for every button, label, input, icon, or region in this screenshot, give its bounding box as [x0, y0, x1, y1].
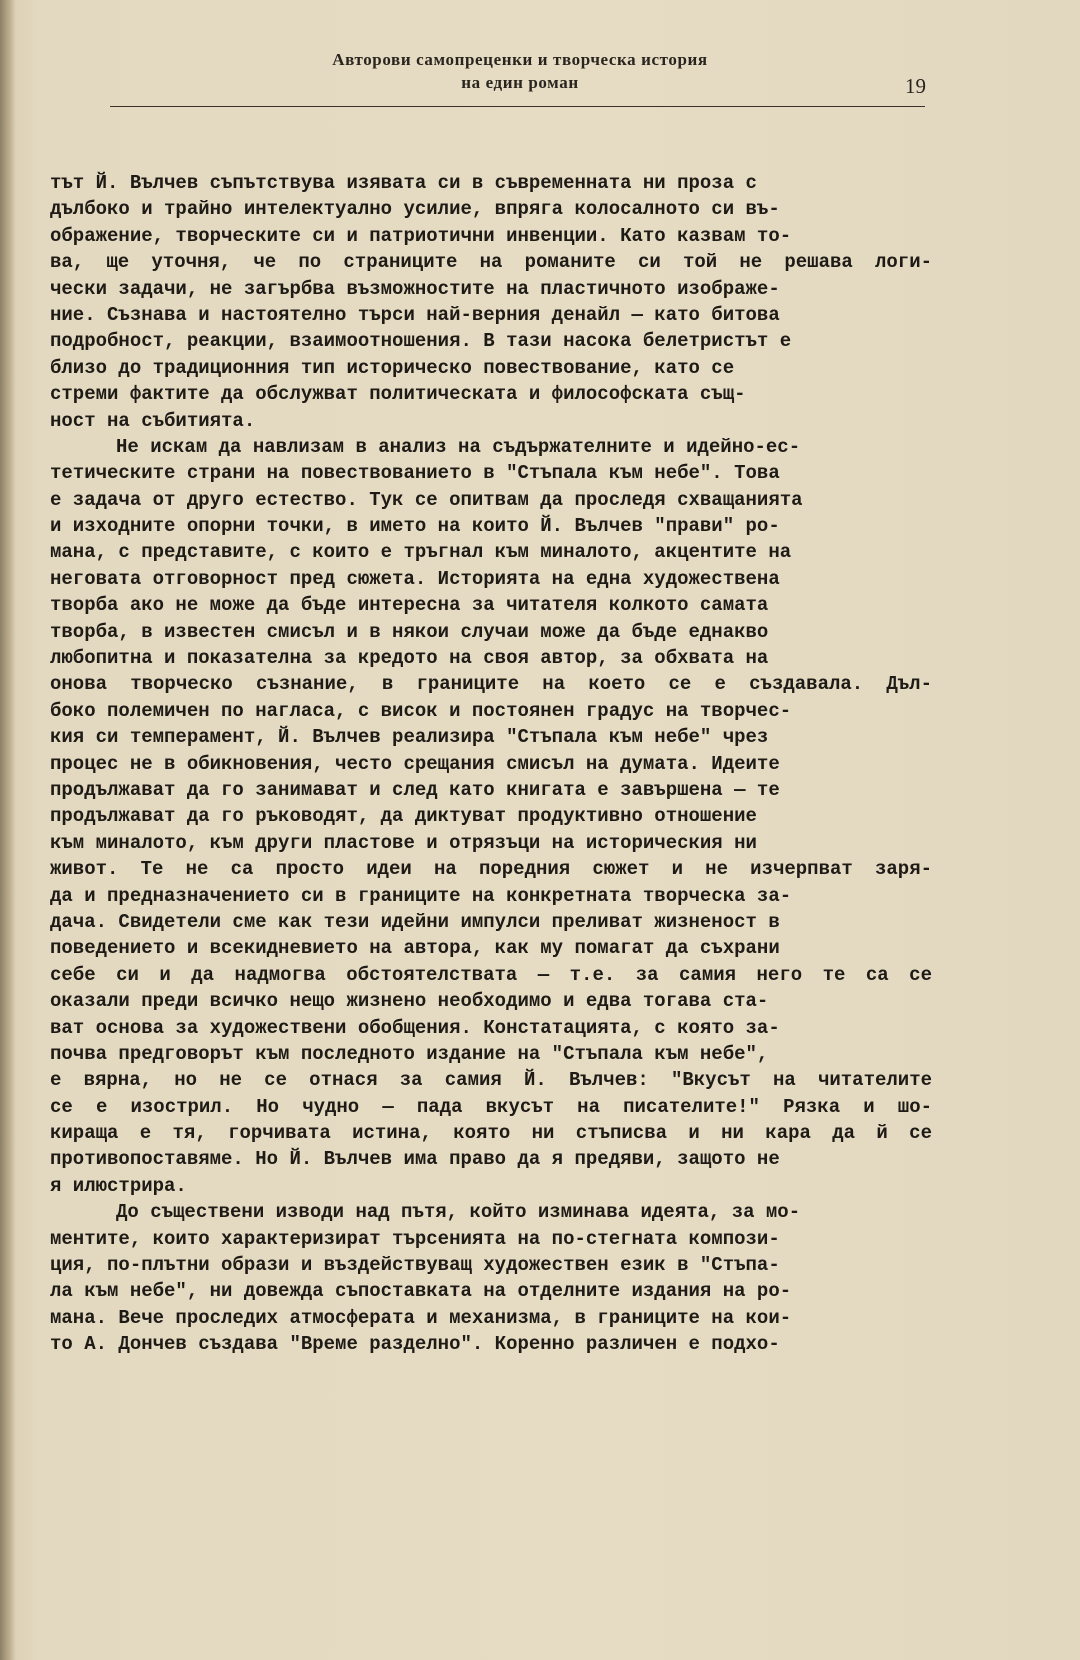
text-line: неговата отговорност пред сюжета. Историята на една художествена [50, 567, 780, 590]
running-head-line-1: Авторови самопреценки и творческа история [332, 50, 708, 69]
text-line: се е изострил. Но чудно — пада вкусът на писателите!" Рязка и шо- [50, 1095, 932, 1118]
text-line: ментите, които характеризират търсенията на по-стегната компози- [50, 1227, 780, 1250]
text-line: тът Й. Вълчев съпътствува изявата си в съвременната ни проза с [50, 172, 757, 194]
text-line: то А. Дончев създава "Време разделно". Коренно различен е подхо- [50, 1333, 780, 1356]
running-head [110, 48, 930, 104]
text-line: процес не в обикновения, често срещания смисъл на думата. Идеите [50, 752, 780, 775]
text-line: я илюстрира. [50, 1174, 187, 1197]
text-line: ние. Съзнава и настоятелно търси най-верния денайл — като битова [50, 303, 780, 326]
text-line: подробност, реакции, взаимоотношения. В тази насока белетристът е [50, 330, 792, 353]
text-line: близо до традиционния тип историческо повествование, като се [50, 356, 735, 379]
running-head-line-2: на един роман [461, 73, 579, 92]
text-line: ват основа за художествени обобщения. Констатацията, с която за- [50, 1016, 780, 1039]
text-line: любопитна и показателна за кредото на своя автор, за обхвата на [50, 647, 769, 670]
text-line: мана. Вече проследих атмосферата и механизма, в границите на кои- [50, 1306, 792, 1329]
text-line: боко полемичен по нагласа, с висок и постоянен градус на творчес- [50, 699, 792, 722]
text-line: поведението и всекидневието на автора, как му помагат да съхрани [50, 937, 780, 960]
text-line: ла към небе", ни довежда съпоставката на отделните издания на ро- [50, 1280, 792, 1303]
text-line: кия си темперамент, Й. Вълчев реализира "Стъпала към небе" чрез [50, 726, 769, 749]
text-line: ност на събитията. [50, 409, 256, 432]
body-text [50, 170, 932, 1358]
text-line: продължават да го ръководят, да диктуват продуктивно отношение [50, 805, 757, 828]
text-line: почва предговорът към последното издание на "Стъпала към небе", [50, 1042, 769, 1065]
text-line: ция, по-плътни образи и въздействуващ художествен език в "Стъпа- [50, 1254, 780, 1277]
text-line: До съществени изводи над пътя, който изминава идеята, за мо- [116, 1201, 801, 1224]
text-line: и изходните опорни точки, в името на които Й. Вълчев "прави" ро- [50, 515, 780, 538]
text-line: онова творческо съзнание, в границите на което се е създавала. Дъл- [50, 673, 932, 696]
running-head-title [110, 48, 930, 94]
text-line: дача. Свидетели сме как тези идейни импулси преливат жизненост в [50, 910, 780, 933]
text-line: към миналото, към други пластове и отрязъци на историческия ни [50, 831, 757, 854]
text-line: живот. Те не са просто идеи на поредния сюжет и не изчерпват заря- [50, 858, 932, 881]
text-line: дълбоко и трайно интелектуално усилие, впряга колосалното си въ- [50, 198, 780, 221]
header-rule [110, 106, 925, 107]
text-line: себе си и да надмогва обстоятелствата — т.е. за самия него те са се [50, 963, 932, 986]
text-line: е задача от друго естество. Тук се опитвам да проследя схващанията [50, 488, 803, 511]
text-line: оказали преди всичко нещо жизнено необходимо и едва тогава ста- [50, 990, 769, 1013]
text-line: е вярна, но не се отнася за самия Й. Вълчев: "Вкусът на читателите [50, 1069, 932, 1092]
text-line: ображение, творческите си и патриотични инвенции. Като казвам то- [50, 224, 792, 247]
text-line: продължават да го занимават и след като книгата е завършена — те [50, 778, 780, 801]
page-number: 19 [905, 74, 926, 98]
text-line: противопоставяме. Но Й. Вълчев има право да я предяви, защото не [50, 1148, 780, 1171]
text-line: творба ако не може да бъде интересна за читателя колкото самата [50, 594, 769, 617]
page-spine-shadow [0, 0, 16, 1660]
text-line: тетическите страни на повествованието в "Стъпала към небе". Това [50, 462, 780, 485]
text-line: кираща е тя, горчивата истина, която ни стъписва и ни кара да й се [50, 1122, 932, 1145]
text-line: ва, ще уточня, че по страниците на романите си той не решава логи- [50, 251, 932, 274]
text-line: стреми фактите да обслужват политическата и философската същ- [50, 383, 746, 406]
text-line: чески задачи, не загърбва възможностите на пластичното изображе- [50, 277, 780, 300]
text-line: мана, с представите, с които е тръгнал към миналото, акцентите на [50, 541, 792, 564]
text-line: творба, в известен смисъл и в някои случаи може да бъде еднакво [50, 620, 769, 643]
text-line: да и предназначението си в границите на конкретната творческа за- [50, 884, 792, 907]
text-line: Не искам да навлизам в анализ на съдържателните и идейно-ес- [116, 435, 801, 458]
